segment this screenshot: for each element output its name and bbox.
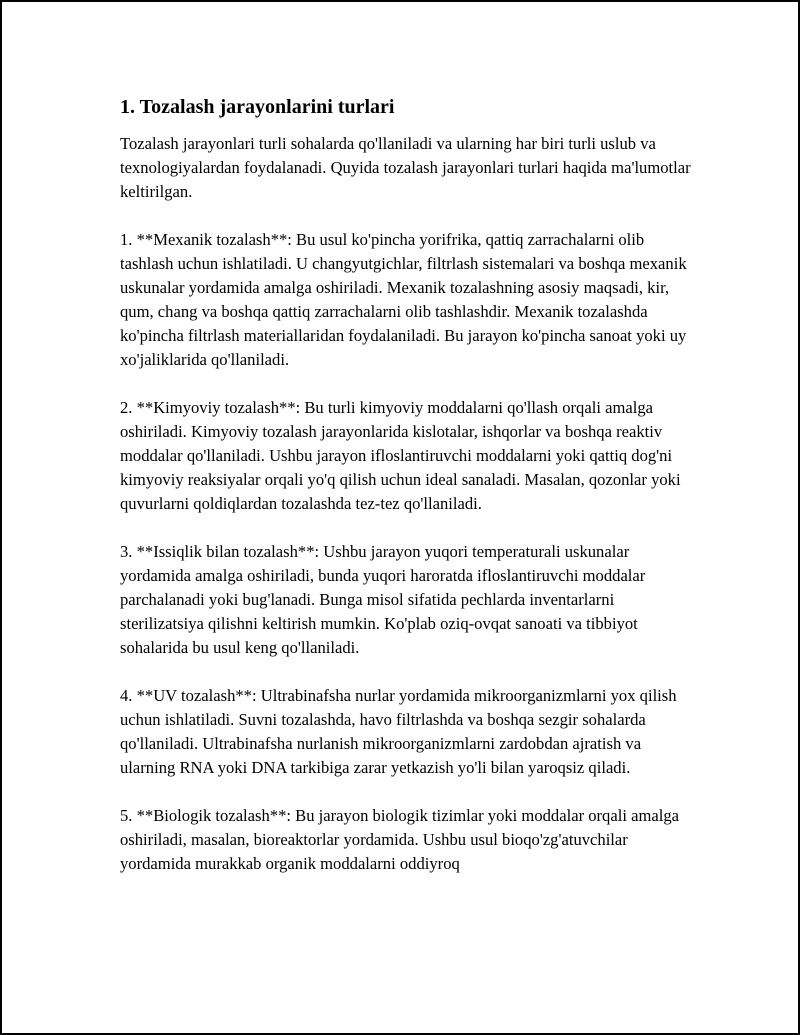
chemical-cleaning-paragraph: 2. **Kimyoviy tozalash**: Bu turli kimyoviy moddalarni qo'llash orqali amalga oshiriladi. Kimyoviy tozalash jarayonlarida kislotalar, ishqorlar va boshqa reaktiv moddalar qo'llaniladi. Ushbu jarayon ifloslantiruvchi moddalarni yoki qattiq dog'ni kimyoviy reaksiyalar orqali yo'q qilish uchun ideal sanaladi. Masalan, qozonlar yoki quvurlarni qoldiqlardan tozalashda tez-tez qo'llaniladi. <box>120 398 681 513</box>
biological-cleaning-paragraph: 5. **Biologik tozalash**: Bu jarayon biologik tizimlar yoki moddalar orqali amalga oshiriladi, masalan, bioreaktorlar yordamida. Ushbu usul bioqo'zg'atuvchilar yordamida murakkab organik moddalarni oddiyroq <box>120 806 680 873</box>
document-body <box>120 94 695 900</box>
thermal-cleaning-paragraph: 3. **Issiqlik bilan tozalash**: Ushbu jarayon yuqori temperaturali uskunalar yordamida amalga oshiriladi, bunda yuqori haroratda ifloslantiruvchi moddalar parchalanadi yoki bug'lanadi. Bunga misol sifatida pechlarda inventarlarni sterilizatsiya qilishni keltirish mumkin. Ko'plab oziq-ovqat sanoati va tibbiyot sohalarida bu usul keng qo'llaniladi. <box>120 542 646 657</box>
intro-paragraph: Tozalash jarayonlari turli sohalarda qo'llaniladi va ularning har biri turli uslub va texnologiyalardan foydalanadi. Quyida tozalash jarayonlari turlari haqida ma'lumotlar keltirilgan. <box>120 134 691 201</box>
mechanical-cleaning-paragraph: 1. **Mexanik tozalash**: Bu usul ko'pincha yorifrika, qattiq zarrachalarni olib tashlash uchun ishlatiladi. U changyutgichlar, filtrlash sistemalari va boshqa mexanik uskunalar yordamida amalga oshiriladi. Mexanik tozalashning asosiy maqsadi, kir, qum, chang va boshqa qattiq zarrachalarni olib tashlashdir. Mexanik tozalashda ko'pincha filtrlash materiallaridan foydalaniladi. Bu jarayon ko'pincha sanoat yoki uy xo'jaliklarida qo'llaniladi. <box>120 230 687 369</box>
section-heading: 1. Tozalash jarayonlarini turlari <box>120 96 395 118</box>
uv-cleaning-paragraph: 4. **UV tozalash**: Ultrabinafsha nurlar yordamida mikroorganizmlarni yox qilish uchun ishlatiladi. Suvni tozalashda, havo filtrlashda va boshqa sezgir sohalarda qo'llaniladi. Ultrabinafsha nurlanish mikroorganizmlarni zardobdan ajratish va ularning RNA yoki DNA tarkibiga zarar yetkazish yo'li bilan yaroqsiz qiladi. <box>120 686 677 777</box>
